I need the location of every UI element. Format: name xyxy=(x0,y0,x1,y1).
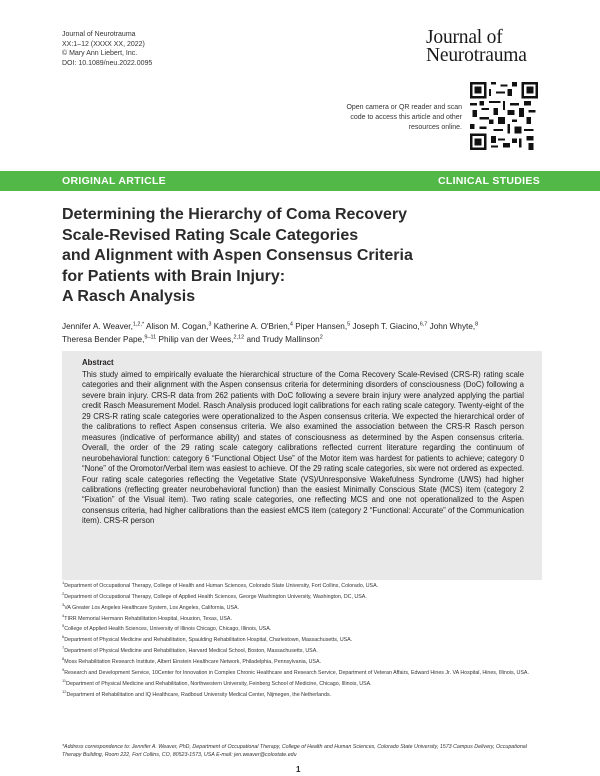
affiliation: $^{11}$Department of Physical Medicine and Rehabilitation, Northwestern University, Feinberg School of Medicine, Chicago, Illinois, USA. xyxy=(62,677,372,687)
banner-original-article: ORIGINAL ARTICLE xyxy=(62,175,166,187)
journal-name-small: Journal of Neurotrauma xyxy=(62,31,136,38)
copyright: © Mary Ann Liebert, Inc. xyxy=(62,50,138,58)
title-line: Scale-Revised Rating Scale Categories xyxy=(62,226,359,244)
affiliation: $^{12}$Department of Rehabilitation and IQ Healthcare, Radboud University Medical Center, Nijmegen, the Netherlands. xyxy=(62,688,332,698)
page-number: 1 xyxy=(296,765,301,774)
title-line: and Alignment with Aspen Consensus Criteria xyxy=(62,247,413,264)
journal-logo xyxy=(426,29,527,65)
abstract-heading: Abstract xyxy=(82,358,114,367)
author-list xyxy=(62,319,542,345)
author: Alison M. Cogan,$^3$ xyxy=(146,321,212,331)
article-title xyxy=(62,205,502,308)
title-line: A Rasch Analysis xyxy=(62,288,196,305)
author: Theresa Bender Pape,$^{9-11}$ xyxy=(62,334,157,344)
affiliation: $^7$Department of Physical Medicine and Rehabilitation, Harvard Medical School, Boston, Massachusetts, USA. xyxy=(62,645,318,654)
author: and Trudy Mallinson$^2$ xyxy=(246,334,323,344)
title-line: Determining the Hierarchy of Coma Recovery xyxy=(62,206,407,223)
author: Piper Hansen,$^5$ xyxy=(295,321,351,331)
affiliation: $^8$Moss Rehabilitation Research Institute, Albert Einstein Healthcare Network, Philadelphia, Pennsylvania, USA. xyxy=(62,656,321,665)
journal-meta xyxy=(62,30,152,68)
affiliation: $^4$TIRR Memorial Hermann Rehabilitation Hospital, Houston, Texas, USA. xyxy=(62,612,232,622)
doi[interactable]: DOI: 10.1089/neu.2022.0095 xyxy=(62,59,153,67)
author: Philip van der Wees,$^{2,12}$ xyxy=(158,334,245,344)
affiliations xyxy=(62,579,540,698)
correspondence: *Address correspondence to: Jennifer A. Weaver, PhD, Department of Occupational Therapy, College of Health and Human Sciences, Colorado State University, 1573 Campus Delivery, Occupational Therapy Building, Room 222, Fort Collins, CO, 80523-1573, USA E-mail: jen.weaver@colostate.edu xyxy=(62,744,527,759)
journal-logo-line1: Journal of xyxy=(426,27,503,48)
author: Joseph T. Giacino,$^{6,7}$ xyxy=(352,321,428,331)
qr-instructions: Open camera or QR reader and scan code to access this article and other resources online. xyxy=(346,104,462,131)
journal-logo-line2: Neurotrauma xyxy=(426,45,527,66)
title-line: for Patients with Brain Injury: xyxy=(62,267,286,285)
affiliation: $^6$Department of Physical Medicine and Rehabilitation, Spaulding Rehabilitation Hospital, Charlestown, Massachusetts, USA. xyxy=(62,634,353,644)
article-type-banner xyxy=(0,171,600,191)
affiliation: $^5$College of Applied Health Sciences, University of Illinois Chicago, Chicago, Illinois, USA. xyxy=(62,623,272,633)
affiliation: $^2$Department of Occupational Therapy, College of Applied Health Sciences, George Washington University, Washington, DC, USA. xyxy=(62,590,367,600)
affiliation: $^9$Research and Development Service, 10Center for Innovation in Complex Chronic Healthcare and Research Service, Department of Veteran Affairs, Edward Hines Jr. VA Hospital, Hines, Illinois, USA. xyxy=(62,666,529,676)
abstract-body: This study aimed to empirically evaluate the hierarchical structure of the Coma Recovery Scale-Revised (CRS-R) rating scale categories and their alignment with the Aspen consensus criteria for determining disorders of consciousness (DoC) following a severe brain injury. CRS-R data from 262 patients with DoC following a severe brain injury were analyzed applying the partial credit Rasch Measurement Model. Rasch Analysis produced logit calibrations for each rating scale category. Twenty-eight of the 29 CRS-R rating scale categories were operationalized to the Aspen consensus criteria. We expected the hierarchical order of the calibrations to reflect Aspen consensus criteria. We also examined the association between the CRS-R Rasch person measures (indicative of performance ability) and states of consciousness as determined by the Aspen consensus criteria. Overall, the order of the 29 rating scale category calibrations reflected current literature regarding the continuum of neurobehavioral function: category 6 “Functional Object Use” of the Motor item was hardest for patients to achieve; category 0 “None” of the Oromotor/Verbal item was easiest to achieve. Of the 29 rating scale categories, six were not ordered as expected. Four rating scale categories reflecting the Vegetative State (VS)/Unresponsive Wakefulness Syndrome (UWS) had higher calibrations (reflecting greater neurobehavioral function) than the easiest Minimally Conscious State (MCS) item (category 2 “Fixation” of the Visual item). Two rating scale categories, one reflecting MCS and one not operationalized to the Aspen consensus criteria, had higher calibrations than the easiest eMCS item (category 2 “Functional: Accurate” of the Communication item). CRS-R person xyxy=(82,370,524,526)
volume-info: XX:1–12 (XXXX XX, 2022) xyxy=(62,40,145,48)
affiliation: $^1$Department of Occupational Therapy, College of Health and Human Sciences, Colorado State University, Fort Collins, Colorado, USA. xyxy=(62,580,379,589)
banner-clinical-studies: CLINICAL STUDIES xyxy=(437,175,540,187)
abstract-box xyxy=(62,351,542,580)
author: Katherine A. O'Brien,$^4$ xyxy=(213,321,293,331)
affiliation: $^3$VA Greater Los Angeles Healthcare System, Los Angeles, California, USA. xyxy=(62,601,240,611)
author: Jennifer A. Weaver,$^{1,2,*}$ xyxy=(62,321,145,331)
author: John Whyte,$^8$ xyxy=(429,321,479,331)
qr-code-icon[interactable] xyxy=(470,82,538,150)
